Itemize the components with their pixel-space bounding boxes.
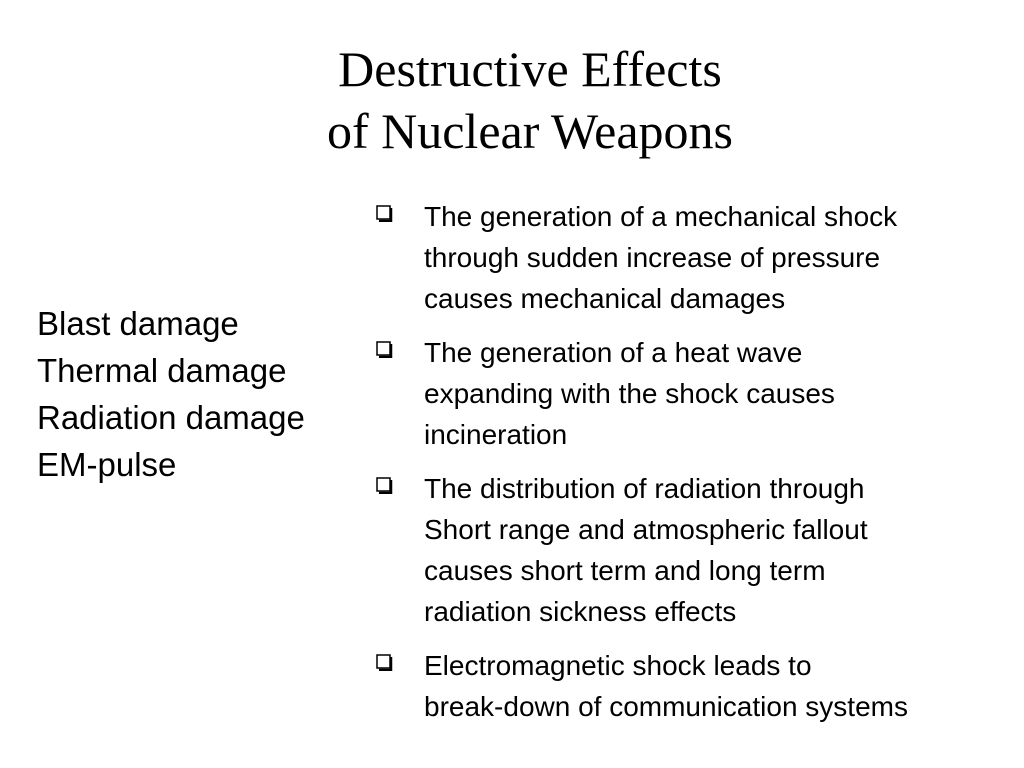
bullet-item — [376, 468, 1021, 632]
damage-types-list — [37, 300, 305, 488]
hollow-square-bullet-icon — [376, 341, 393, 358]
hollow-square-bullet-icon — [376, 477, 393, 494]
bullet-text: Electromagnetic shock leads to break-down of communication systems — [424, 650, 908, 722]
hollow-square-bullet-icon — [376, 205, 393, 222]
damage-type-blast: Blast damage — [37, 305, 239, 342]
hollow-square-bullet-icon — [376, 654, 393, 671]
bullet-text: The generation of a heat wave expanding with the shock causes incineration — [424, 337, 835, 450]
bullet-text: The generation of a mechanical shock through sudden increase of pressure causes mechanical damages — [424, 201, 898, 314]
title-line-1: Destructive Effects — [338, 41, 722, 97]
bullet-item — [376, 196, 1021, 319]
damage-type-radiation: Radiation damage — [37, 399, 305, 436]
bullet-item — [376, 645, 1021, 727]
effects-bullet-list — [376, 196, 1021, 740]
slide-title — [0, 38, 1024, 162]
bullet-text: The distribution of radiation through Short range and atmospheric fallout causes short term and long term radiation sickness effects — [424, 473, 868, 627]
bullet-item — [376, 332, 1021, 455]
title-line-2: of Nuclear Weapons — [326, 103, 733, 159]
damage-type-thermal: Thermal damage — [37, 352, 287, 389]
damage-type-em-pulse: EM-pulse — [37, 446, 177, 483]
